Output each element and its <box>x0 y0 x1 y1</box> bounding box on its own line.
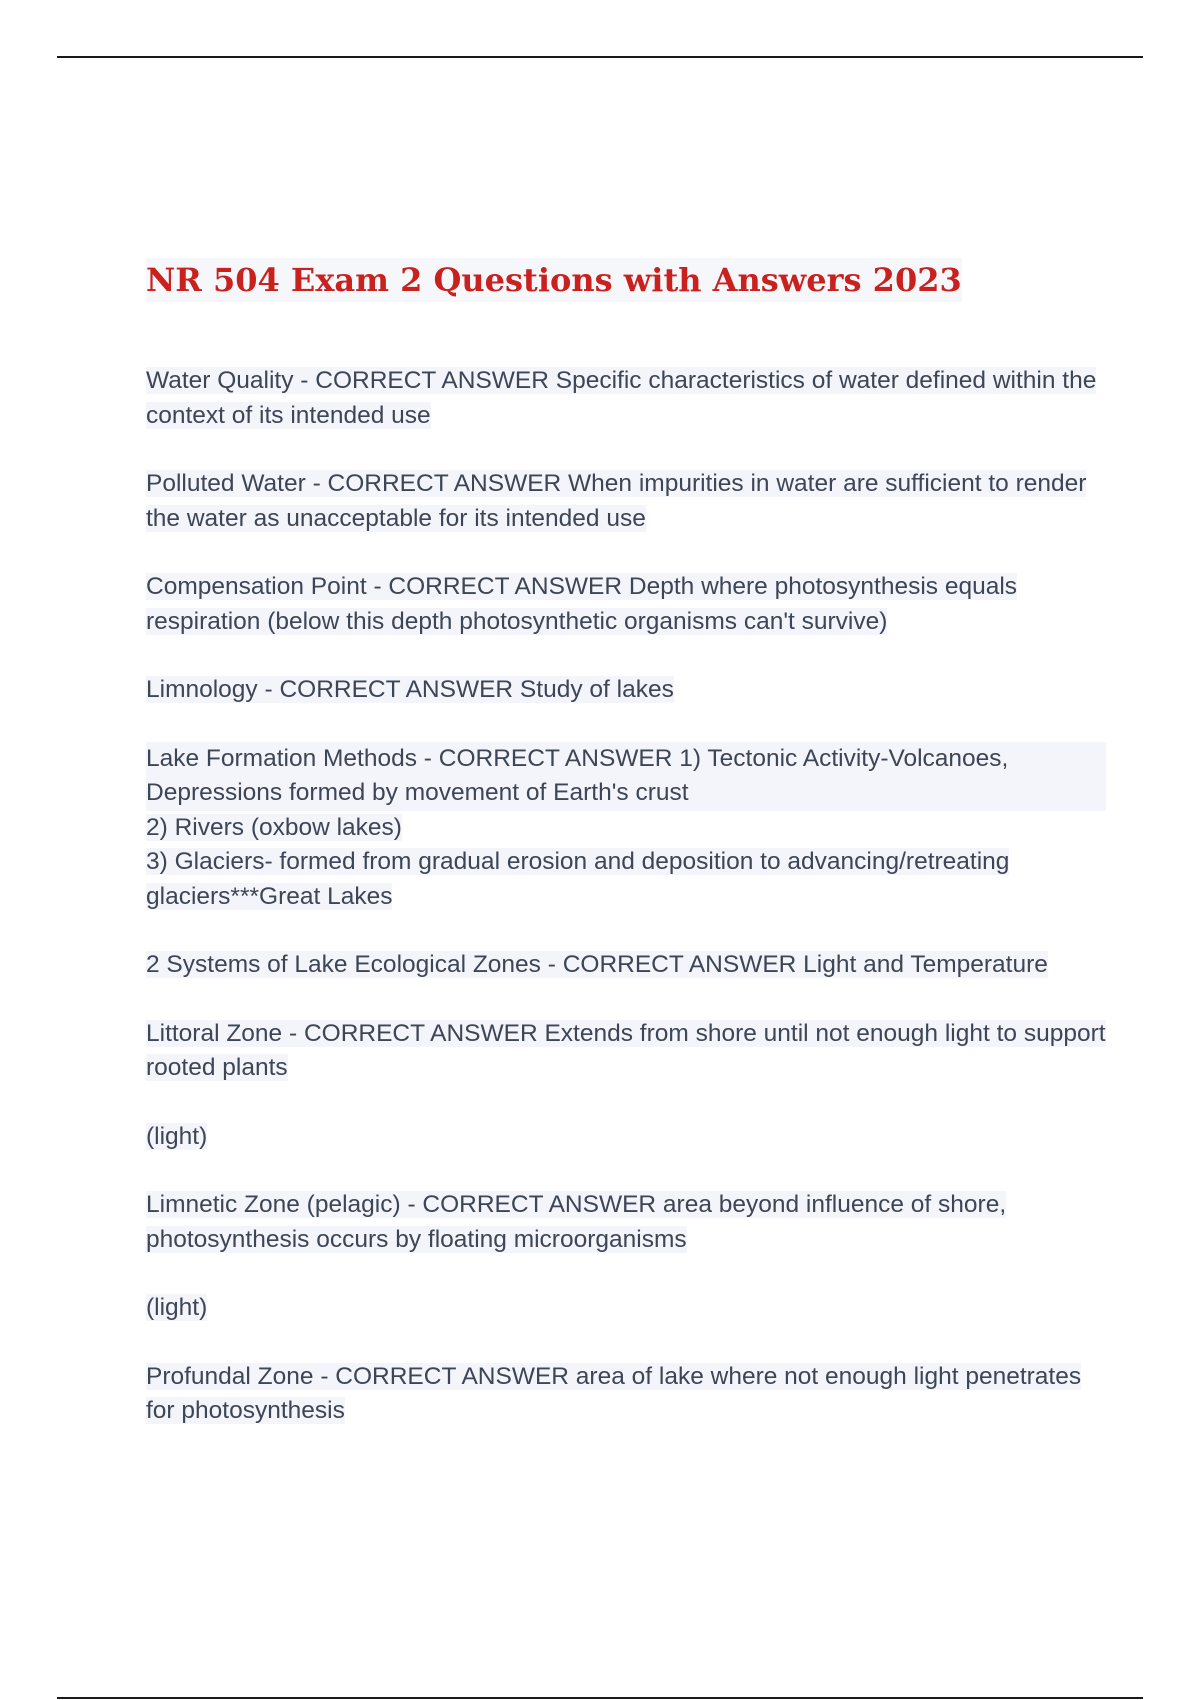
qa-entry-line-3 <box>146 845 1106 914</box>
qa-entry-text: Limnology - CORRECT ANSWER Study of lakes <box>146 676 674 703</box>
qa-entry-lake-formation <box>146 742 1106 915</box>
qa-list <box>146 364 1106 1429</box>
qa-entry-text: Polluted Water - CORRECT ANSWER When impurities in water are sufficient to render the water as unacceptable for its intended use <box>146 470 1087 532</box>
qa-entry-ecological-zones <box>146 948 1106 983</box>
qa-entry-water-quality <box>146 364 1106 433</box>
document-title: NR 504 Exam 2 Questions with Answers 2023 <box>146 258 962 302</box>
qa-entry-line-text: 3) Glaciers- formed from gradual erosion and deposition to advancing/retreating glaciers***Great Lakes <box>146 848 1010 910</box>
top-divider <box>57 56 1143 58</box>
bottom-divider <box>57 1697 1143 1699</box>
qa-entry-limnology <box>146 673 1106 708</box>
qa-entry-polluted-water <box>146 467 1106 536</box>
qa-entry-text: (light) <box>146 1122 208 1150</box>
qa-entry-line-2 <box>146 811 1106 846</box>
qa-entry-limnetic-zone <box>146 1188 1106 1257</box>
qa-entry-note-light <box>146 1291 1106 1326</box>
qa-entry-littoral-zone <box>146 1017 1106 1086</box>
qa-entry-text: Littoral Zone - CORRECT ANSWER Extends from shore until not enough light to support rooted plants <box>146 1019 1106 1081</box>
document-body <box>146 258 1106 1463</box>
qa-entry-text: (light) <box>146 1294 208 1321</box>
qa-entry-profundal-zone <box>146 1360 1106 1429</box>
qa-entry-compensation-point <box>146 570 1106 639</box>
qa-entry-text: 2 Systems of Lake Ecological Zones - CORRECT ANSWER Light and Temperature <box>146 951 1048 978</box>
qa-entry-note-light <box>146 1120 1106 1155</box>
qa-entry-line-1 <box>146 742 1106 811</box>
qa-entry-text: Compensation Point - CORRECT ANSWER Depth where photosynthesis equals respiration (below this depth photosynthetic organisms can't survive) <box>146 573 1018 635</box>
qa-entry-line-text: Lake Formation Methods - CORRECT ANSWER 1) Tectonic Activity-Volcanoes, Depressions formed by movement of Earth's crust <box>146 744 1009 806</box>
qa-entry-text: Profundal Zone - CORRECT ANSWER area of lake where not enough light penetrates for photosynthesis <box>146 1362 1082 1424</box>
qa-entry-line-text: 2) Rivers (oxbow lakes) <box>146 813 402 841</box>
qa-entry-text: Limnetic Zone (pelagic) - CORRECT ANSWER area beyond influence of shore, photosynthesis occurs by floating microorganisms <box>146 1191 1007 1253</box>
qa-entry-text: Water Quality - CORRECT ANSWER Specific characteristics of water defined within the context of its intended use <box>146 367 1097 429</box>
